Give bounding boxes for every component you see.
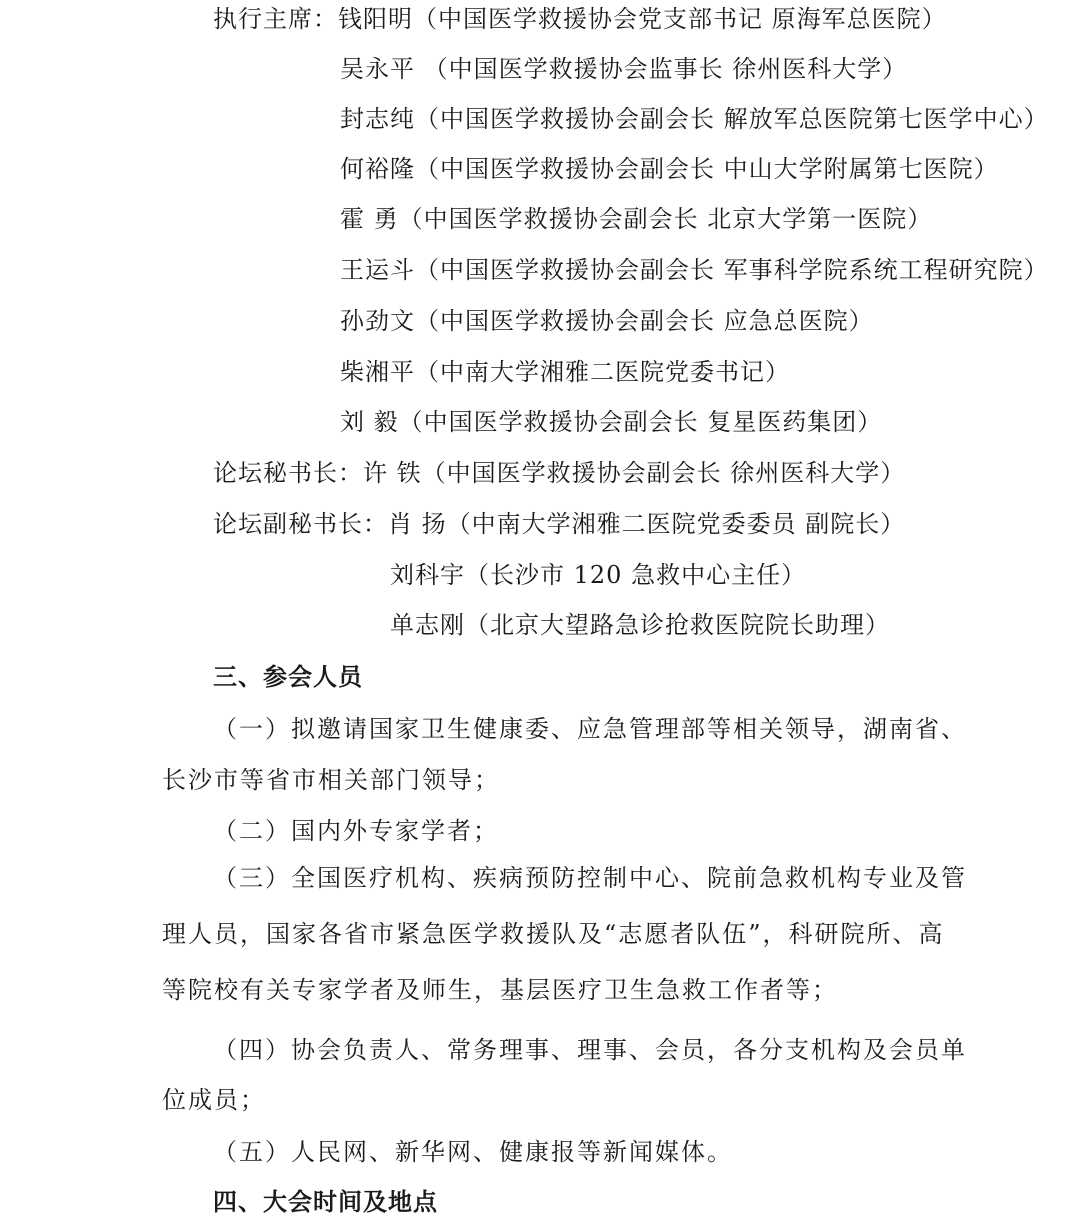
chair-member: 王运斗（中国医学救援协会副会长 军事科学院系统工程研究院） bbox=[340, 256, 1049, 284]
section3-heading: 三、参会人员 bbox=[213, 662, 363, 691]
chair-member: 柴湘平（中南大学湘雅二医院党委书记） bbox=[340, 358, 790, 386]
secretary-general-row bbox=[213, 456, 905, 490]
chair-member: 钱阳明（中国医学救援协会党支部书记 原海军总医院） bbox=[338, 5, 947, 33]
section3-line: （二）国内外专家学者； bbox=[213, 817, 499, 845]
chair-member: 霍 勇（中国医学救援协会副会长 北京大学第一医院） bbox=[340, 205, 933, 233]
chairs-row bbox=[213, 2, 947, 36]
chair-member: 孙劲文（中国医学救援协会副会长 应急总医院） bbox=[340, 307, 874, 335]
chairs-label: 执行主席： bbox=[213, 5, 338, 33]
chair-member: 吴永平 （中国医学救援协会监事长 徐州医科大学） bbox=[340, 55, 908, 83]
chair-member: 刘 毅（中国医学救援协会副会长 复星医药集团） bbox=[340, 408, 883, 436]
deputy-secretary-member: 单志刚（北京大望路急诊抢救医院院长助理） bbox=[390, 611, 890, 639]
section3-line: 等院校有关专家学者及师生，基层医疗卫生急救工作者等； bbox=[162, 976, 838, 1004]
deputy-secretaries-row bbox=[213, 507, 905, 541]
section3-line: （五）人民网、新华网、健康报等新闻媒体。 bbox=[213, 1138, 733, 1166]
section3-line: （四）协会负责人、常务理事、理事、会员，各分支机构及会员单 bbox=[213, 1036, 967, 1064]
secretary-general-text: 许 铁（中国医学救援协会副会长 徐州医科大学） bbox=[363, 459, 906, 487]
section3-line: （三）全国医疗机构、疾病预防控制中心、院前急救机构专业及管 bbox=[213, 864, 967, 892]
chair-member: 何裕隆（中国医学救援协会副会长 中山大学附属第七医院） bbox=[340, 155, 999, 183]
deputy-secretary-member: 肖 扬（中南大学湘雅二医院党委委员 副院长） bbox=[388, 510, 906, 538]
section3-line: （一）拟邀请国家卫生健康委、应急管理部等相关领导，湖南省、 bbox=[213, 715, 967, 743]
secretary-general-label: 论坛秘书长： bbox=[213, 459, 363, 487]
section3-line: 长沙市等省市相关部门领导； bbox=[162, 766, 500, 794]
deputy-secretaries-label: 论坛副秘书长： bbox=[213, 510, 388, 538]
section3-line: 位成员； bbox=[162, 1086, 266, 1114]
chair-member: 封志纯（中国医学救援协会副会长 解放军总医院第七医学中心） bbox=[340, 105, 1049, 133]
section4-heading: 四、大会时间及地点 bbox=[213, 1187, 438, 1216]
deputy-secretary-member: 刘科宇（长沙市 120 急救中心主任） bbox=[390, 561, 807, 589]
section3-line: 理人员，国家各省市紧急医学救援队及“志愿者队伍”，科研院所、高 bbox=[162, 920, 945, 948]
